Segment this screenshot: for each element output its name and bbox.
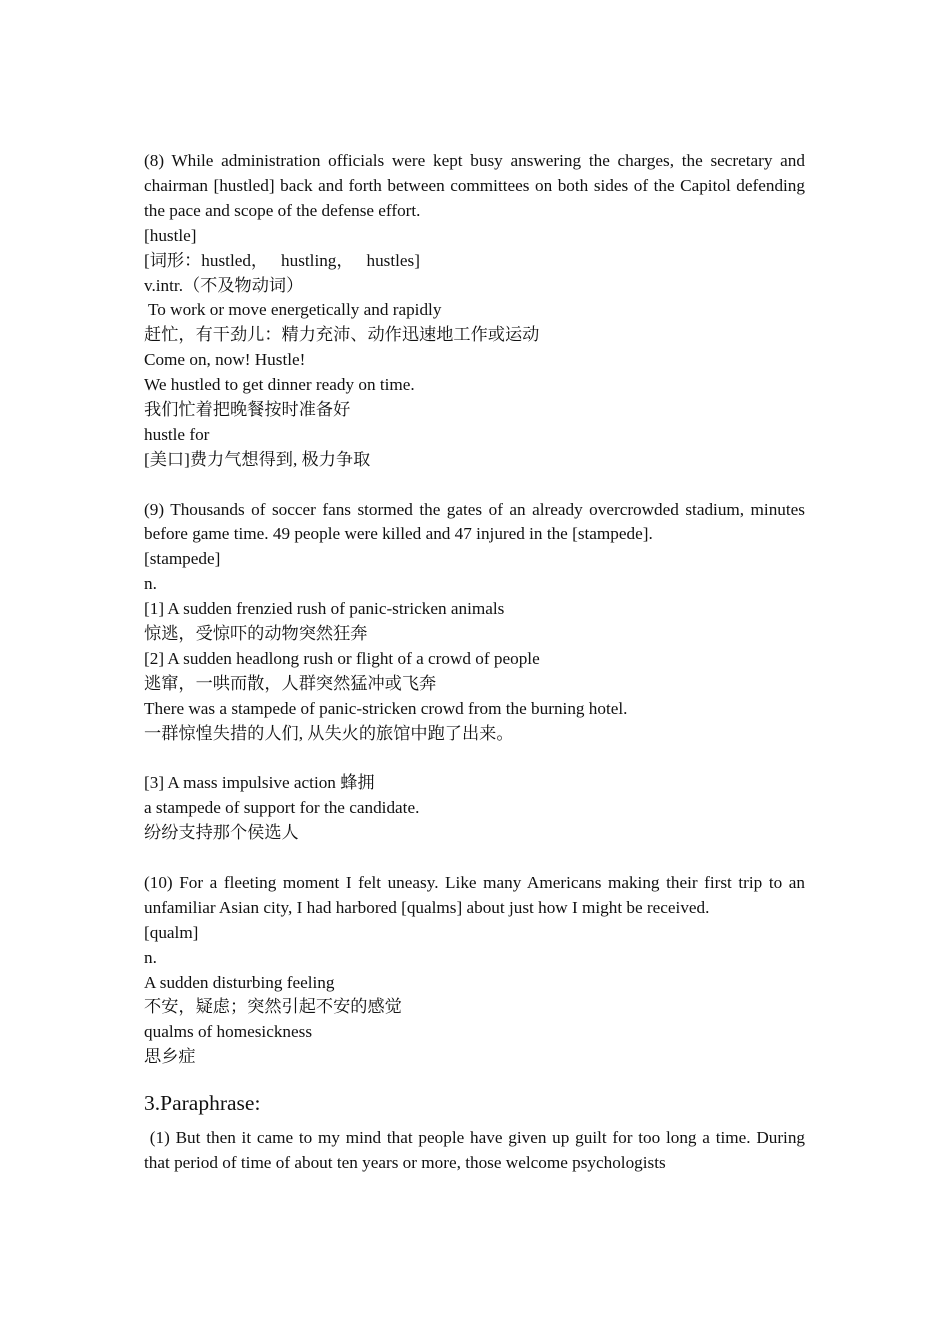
example-zh: 思乡症 [144, 1047, 196, 1067]
passage-8: (8) While administration officials were kept busy answering the charges, the secretary and chairman [hustled] back and forth between committees on both sides of the Capitol defending the pace and scope of the defense effort. [144, 151, 805, 220]
definition-en: [3] A mass impulsive action 蜂拥 [144, 773, 375, 793]
phrase-zh: [美口]费力气想得到, 极力争取 [144, 449, 371, 469]
headword-hustle: [hustle] [144, 225, 197, 245]
section-heading: 3.Paraphrase: [144, 1091, 261, 1116]
document-page [144, 149, 810, 1176]
passage-9: (9) Thousands of soccer fans stormed the gates of an already overcrowded stadium, minutes before game time. 49 people were killed and 47 injured in the [stampede]. [144, 499, 805, 544]
example-zh: 纷纷支持那个侯选人 [144, 823, 299, 843]
example-zh: 一群惊惶失措的人们, 从失火的旅馆中跑了出来。 [144, 723, 514, 743]
word-forms: [词形：hustled， hustling， hustles] [144, 250, 420, 270]
example-en: There was a stampede of panic-stricken crowd from the burning hotel. [144, 698, 628, 718]
definition-zh: 赶忙，有干劲儿：精力充沛、动作迅速地工作或运动 [144, 325, 540, 345]
headword-qualm: [qualm] [144, 922, 199, 942]
paraphrase-passage-1: (1) But then it came to my mind that people have given up guilt for too long a time. During that period of time of about ten years or more, those welcome psychologists [144, 1128, 810, 1172]
definition-zh: 惊逃，受惊吓的动物突然狂奔 [144, 624, 368, 643]
example-en: qualms of homesickness [144, 1022, 313, 1042]
definition-zh: 逃窜，一哄而散，人群突然猛冲或飞奔 [144, 673, 437, 693]
example-en: a stampede of support for the candidate. [144, 798, 420, 818]
definition-en: A sudden disturbing feeling [144, 972, 335, 992]
part-of-speech: n. [144, 574, 157, 594]
example-en: Come on, now! Hustle! [144, 350, 306, 370]
definition-en: [1] A sudden frenzied rush of panic-stricken animals [144, 599, 505, 619]
example-zh: 我们忙着把晚餐按时准备好 [144, 399, 351, 419]
spacer [144, 473, 805, 498]
definition-en: To work or move energetically and rapidly [144, 300, 442, 320]
part-of-speech: v.intr.（不及物动词） [144, 275, 304, 295]
phrase-en: hustle for [144, 424, 210, 444]
passage-10: (10) For a fleeting moment I felt uneasy. Like many Americans making their first trip to an unfamiliar Asian city, I had harbored [qualms] about just how I might be received. [144, 872, 805, 917]
headword-stampede: [stampede] [144, 549, 221, 569]
spacer [144, 846, 805, 871]
definition-zh: 不安，疑虑；突然引起不安的感觉 [144, 997, 402, 1017]
part-of-speech: n. [144, 947, 157, 967]
spacer [144, 1070, 805, 1084]
spacer [144, 746, 805, 771]
definition-en: [2] A sudden headlong rush or flight of a crowd of people [144, 648, 540, 668]
example-en: We hustled to get dinner ready on time. [144, 375, 415, 395]
